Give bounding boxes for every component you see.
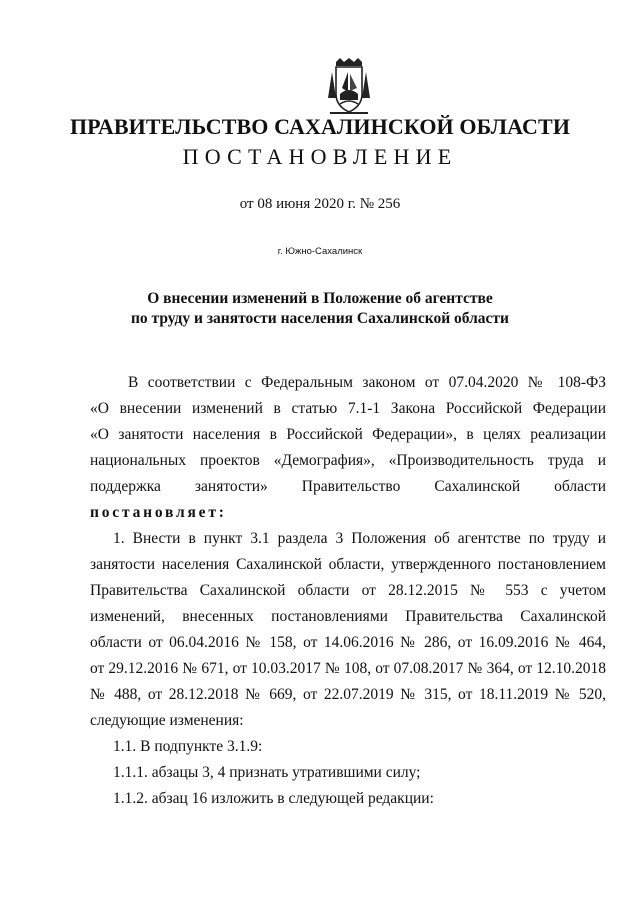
body-line: занятости населения Сахалинской области, утвержденного постановлением xyxy=(90,556,606,573)
sakhalin-coat-of-arms-icon xyxy=(324,58,374,116)
body-line: от 29.12.2016 № 671, от 10.03.2017 № 108, от 07.08.2017 № 364, от 12.10.2018 xyxy=(90,660,606,677)
body-line: Правительства Сахалинской области от 28.12.2015 № 553 с учетом xyxy=(90,582,606,599)
body-line: «О занятости населения в Российской Федерации», в целях реализации xyxy=(90,426,606,443)
document-heading xyxy=(0,289,640,329)
document-date-number: от 08 июня 2020 г. № 256 xyxy=(239,196,401,212)
heading-line: по труду и занятости населения Сахалинской области xyxy=(131,310,509,327)
body-line: изменений, внесенных постановлениями Правительства Сахалинской xyxy=(90,608,606,625)
government-title: ПРАВИТЕЛЬСТВО САХАЛИНСКОЙ ОБЛАСТИ xyxy=(69,114,571,139)
body-line: 1.1. В подпункте 3.1.9: xyxy=(113,738,263,755)
body-line: «О внесении изменений в статью 7.1-1 Закона Российской Федерации xyxy=(90,400,606,417)
body-line: области от 06.04.2016 № 158, от 14.06.2016 № 286, от 16.09.2016 № 464, xyxy=(90,634,606,651)
body-line: 1. Внести в пункт 3.1 раздела 3 Положения об агентстве по труду и xyxy=(113,530,606,547)
body-line: поддержка занятости» Правительство Сахалинской области xyxy=(90,478,606,495)
document-city: г. Южно-Сахалинск xyxy=(277,246,363,257)
body-line-resolves: постановляет: xyxy=(90,504,227,521)
body-line: № 488, от 28.12.2018 № 669, от 22.07.2019 № 315, от 18.11.2019 № 520, xyxy=(90,686,606,703)
body-line: национальных проектов «Демография», «Производительность труда и xyxy=(90,452,606,469)
body-line: 1.1.1. абзацы 3, 4 признать утратившими силу; xyxy=(113,764,421,781)
document-type: ПОСТАНОВЛЕНИЕ xyxy=(182,144,458,169)
body-line: следующие изменения: xyxy=(90,712,244,729)
body-line: 1.1.2. абзац 16 изложить в следующей редакции: xyxy=(113,790,434,807)
heading-line: О внесении изменений в Положение об агентстве xyxy=(147,290,493,307)
body-line: В соответствии с Федеральным законом от 07.04.2020 № 108-ФЗ xyxy=(128,374,606,391)
